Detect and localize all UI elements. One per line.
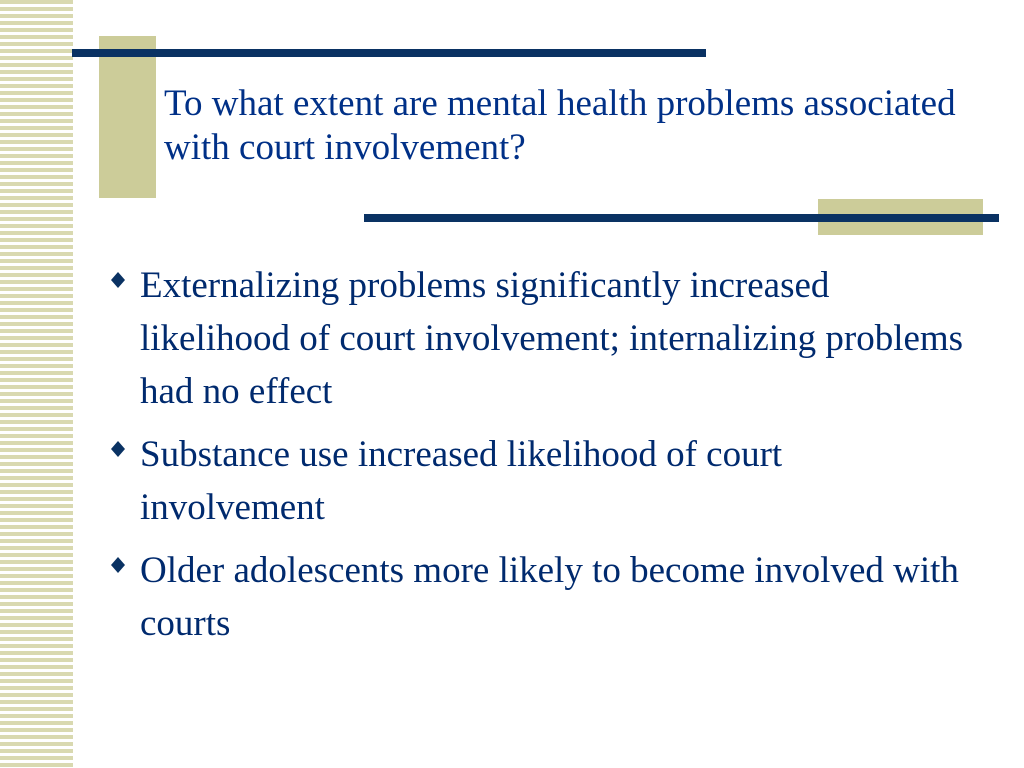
- decorative-stripes: [0, 0, 73, 768]
- bullet-text: Externalizing problems significantly increased likelihood of court involvement; internalizing problems had no effect: [140, 265, 964, 412]
- slide-title: To what extent are mental health problems associated with court involvement?: [164, 83, 956, 168]
- title-bottom-rule: [364, 214, 999, 222]
- diamond-bullet-icon: [108, 270, 128, 290]
- bullet-text: Substance use increased likelihood of court involvement: [140, 434, 783, 528]
- diamond-bullet-icon: [108, 439, 128, 459]
- diamond-bullet-icon: [108, 555, 128, 575]
- bullet-item: [104, 428, 964, 534]
- title-top-rule: [72, 49, 706, 57]
- title-accent-box: [99, 36, 156, 198]
- bullet-list: [104, 259, 964, 660]
- bullet-item: [104, 259, 964, 418]
- bullet-item: [104, 544, 964, 650]
- bullet-text: Older adolescents more likely to become involved with courts: [140, 550, 959, 644]
